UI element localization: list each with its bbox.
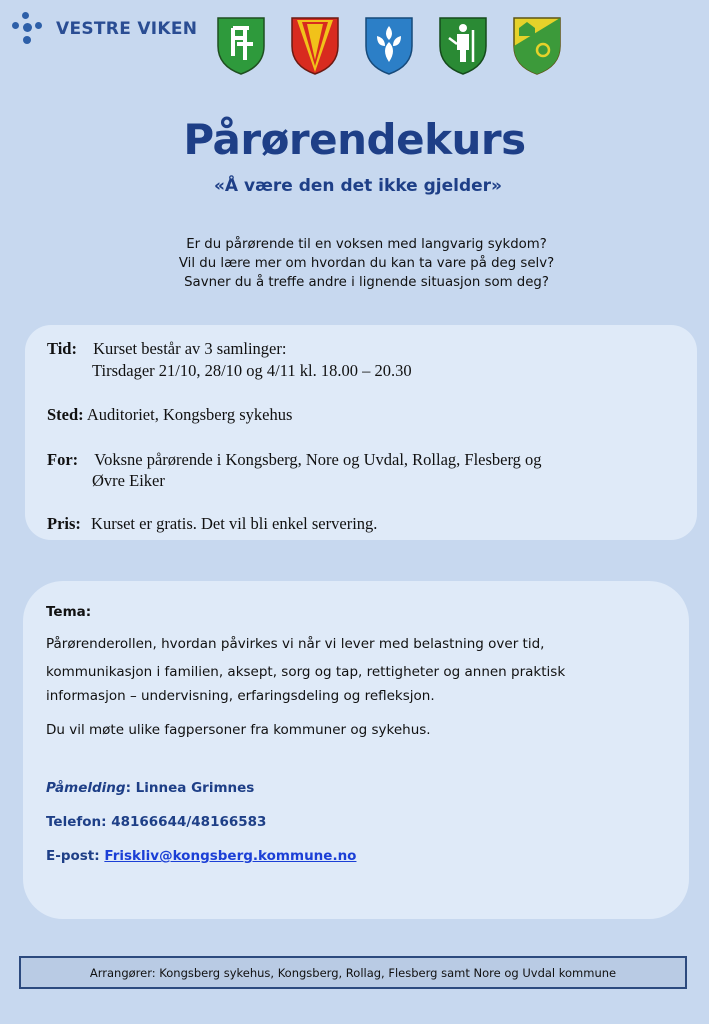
tid-value: Kurset består av 3 samlinger:	[93, 339, 287, 358]
for-label: For:	[47, 450, 79, 469]
organizers-footer: Arrangører: Kongsberg sykehus, Kongsberg, Rollag, Flesberg samt Nore og Uvdal kommune	[19, 956, 687, 989]
tid-label: Tid:	[47, 339, 77, 358]
sted-row	[47, 405, 292, 425]
for-value-cont: Øvre Eiker	[92, 471, 165, 490]
pamelding-value: : Linnea Grimnes	[125, 780, 255, 796]
pris-label: Pris:	[47, 514, 81, 533]
tid-row	[47, 339, 286, 359]
tema-box	[23, 581, 689, 919]
logo-dots-icon	[10, 10, 50, 48]
tid-dates: Tirsdager 21/10, 28/10 og 4/11 kl. 18.00 – 20.30	[92, 361, 412, 380]
rollag-coat-of-arms-icon	[289, 16, 341, 76]
email-link[interactable]: Friskliv@kongsberg.kommune.no	[104, 848, 357, 864]
for-value: Voksne pårørende i Kongsberg, Nore og Uvdal, Rollag, Flesberg og	[94, 450, 542, 469]
course-info-box	[25, 325, 697, 540]
for-row	[47, 450, 542, 470]
intro-line: Er du pårørende til en voksen med langvarig sykdom?	[186, 237, 547, 252]
tema-label: Tema:	[46, 604, 92, 620]
flesberg-coat-of-arms-icon	[363, 16, 415, 76]
epost-label: E-post:	[46, 848, 100, 864]
kongsberg-coat-of-arms-icon	[215, 16, 267, 76]
intro-line: Vil du lære mer om hvordan du kan ta vare på deg selv?	[178, 256, 555, 271]
sted-value: Auditoriet, Kongsberg sykehus	[86, 405, 293, 424]
tema-note: Du vil møte ulike fagpersoner fra kommuner og sykehus.	[46, 722, 431, 738]
telefon: Telefon: 48166644/48166583	[46, 814, 267, 830]
logo-text: VESTRE VIKEN	[56, 19, 198, 39]
coats-of-arms	[215, 16, 563, 76]
tema-line: informasjon – undervisning, erfaringsdeling og refleksjon.	[46, 688, 435, 704]
page-subtitle: «Å være den det ikke gjelder»	[213, 176, 503, 196]
ovre-eiker-coat-of-arms-icon	[437, 16, 489, 76]
tema-line: Pårørenderollen, hvordan påvirkes vi når vi lever med belastning over tid,	[46, 636, 545, 652]
page-title: Pårørendekurs	[183, 115, 526, 164]
pris-value: Kurset er gratis. Det vil bli enkel servering.	[91, 514, 378, 533]
epost-row	[46, 848, 356, 864]
nore-og-uvdal-coat-of-arms-icon	[511, 16, 563, 76]
intro-line: Savner du å treffe andre i lignende situasjon som deg?	[184, 275, 549, 290]
sted-label: Sted:	[47, 405, 84, 424]
tema-line: kommunikasjon i familien, aksept, sorg og tap, rettigheter og annen praktisk	[46, 664, 566, 680]
pamelding-label: Påmelding	[46, 780, 126, 796]
intro-text	[0, 235, 709, 292]
pamelding-row	[46, 780, 254, 796]
vestre-viken-logo	[10, 10, 197, 48]
pris-row	[47, 514, 377, 534]
